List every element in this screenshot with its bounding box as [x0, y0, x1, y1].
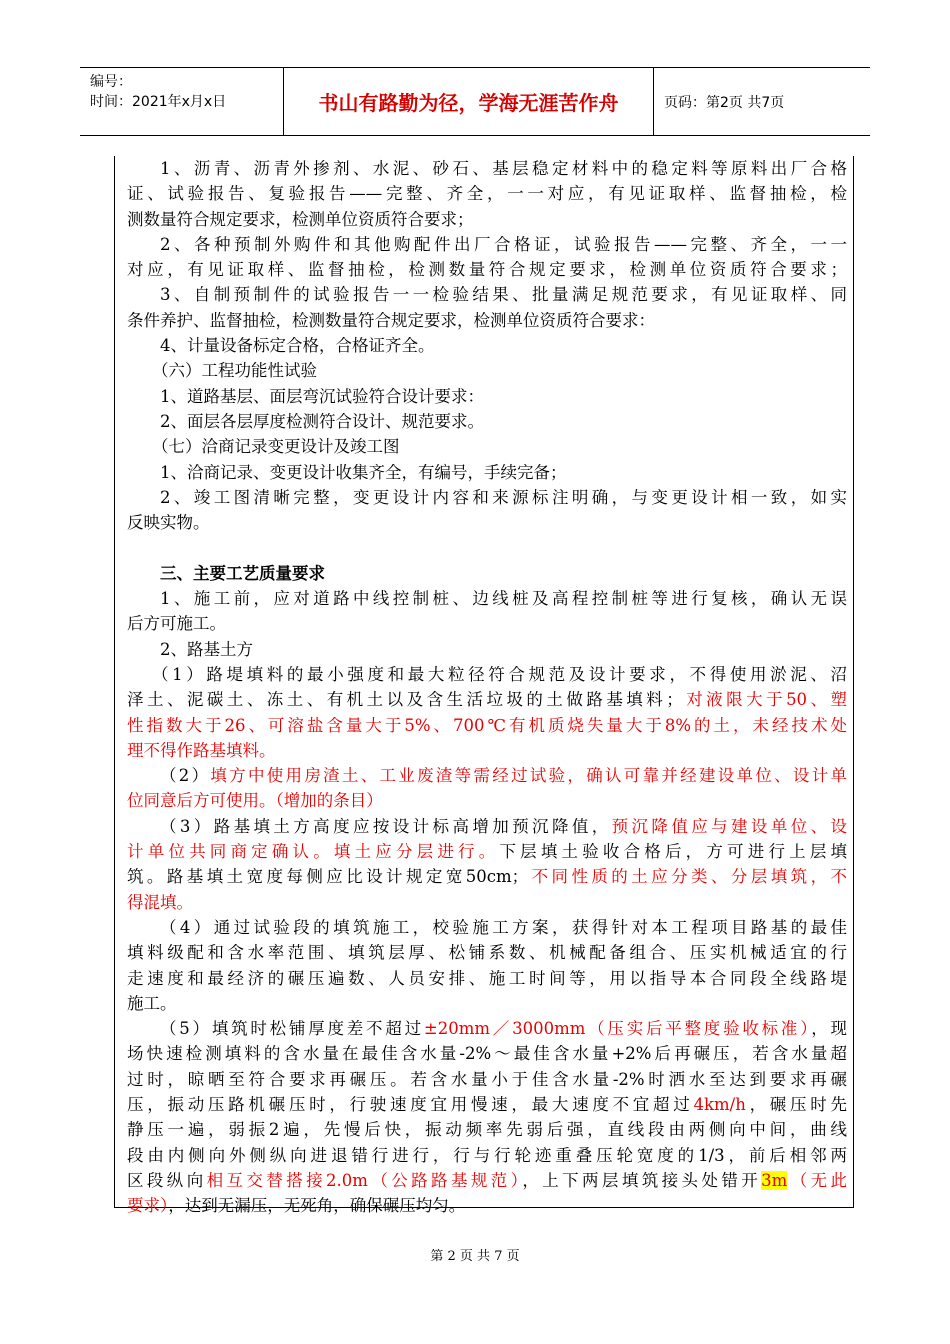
highlighted-text: 相互交替搭接2.0m（公路路基规范） [206, 1170, 523, 1190]
text-line: 1、道路基层、面层弯沉试验符合设计要求： [160, 386, 484, 406]
text-line: （1）路堤填料的最小强度和最大粒径符合规范及设计要求，不得使用淤泥、沼 [152, 664, 847, 684]
text-line: （4）通过试验段的填筑施工，校验施工方案，获得针对本工程项目路基的最佳 [160, 917, 847, 937]
text-line: 过时，晾晒至符合要求再碾压。若含水量小于佳含水量-2%时洒水至达到要求再碾 [127, 1069, 847, 1089]
page-footer: 第 2 页 共 7 页 [430, 1249, 520, 1264]
text-span: 筑。路基填土宽度每侧应比设计规定宽50cm； [127, 867, 529, 887]
text-span: ，碾压时先 [745, 1094, 847, 1114]
text-line [127, 864, 847, 889]
highlighted-text: ±20mm／3000mm（压实后平整度验收标准） [423, 1019, 812, 1039]
text-line: 条件养护、监督抽检，检测数量符合规定要求，检测单位资质符合要求： [127, 310, 655, 330]
highlighted-text: （无此 [787, 1170, 847, 1190]
blank-line [127, 535, 847, 560]
text-line: 位同意后方可使用。（增加的条目） [127, 791, 383, 811]
text-line: 1、沥青、沥青外掺剂、水泥、砂石、基层稳定材料中的稳定料等原料出厂合格 [160, 159, 847, 178]
text-line: 场快速检测填料的含水量在最佳含水量-2%～最佳含水量+2%后再碾压，若含水量超 [127, 1044, 847, 1064]
text-line [127, 687, 847, 712]
highlighted-text: 对液限大于50、塑 [682, 690, 847, 710]
highlighted-text: 要求） [127, 1196, 169, 1216]
text-span: （5）填筑时松铺厚度差不超过 [160, 1019, 424, 1039]
highlighted-text: 不同性质的土应分类、分层填筑，不 [528, 867, 847, 887]
text-span: 压，振动压路机碾压时，行驶速度宜用慢速，最大速度不宜超过 [127, 1094, 694, 1114]
text-line: 施工。 [127, 993, 177, 1013]
text-line: （六）工程功能性试验 [152, 361, 317, 381]
text-line: 3、自制预制件的试验报告一一检验结果、批量满足规范要求，有见证取样、同 [160, 285, 847, 305]
text-span: ，达到无漏压，无死角，确保碾压均匀。 [168, 1196, 466, 1216]
text-line: 2、面层各层厚度检测符合设计、规范要求。 [160, 411, 484, 431]
text-line: 后方可施工。 [127, 614, 226, 634]
highlighted-text: 预沉降值应与建设单位、设 [611, 816, 847, 836]
text-line [127, 1193, 847, 1218]
highlighted-text: 计单位共同商定确认。填土应分层进行。 [127, 842, 500, 862]
text-span: （3）路基填土方高度应按设计标高增加预沉降值， [160, 816, 612, 836]
highlighted-text: 4km/h [693, 1094, 746, 1114]
text-line: 得混填。 [127, 892, 193, 912]
text-line: 2、路基土方 [160, 639, 253, 659]
text-line: 4、计量设备标定合格，合格证齐全。 [160, 336, 435, 356]
section-heading: 三、主要工艺质量要求 [160, 563, 325, 583]
text-line [127, 1016, 847, 1041]
text-line: 走速度和最经济的碾压遍数、人员安排、施工时间等，用以指导本合同段全线路堤 [127, 968, 847, 988]
text-span: 泽土、泥碳土、冻土、有机土以及含生活垃圾的土做路基填料； [127, 690, 683, 710]
text-line: 对应，有见证取样、监督抽检，检测数量符合规定要求，检测单位资质符合要求； [127, 260, 847, 280]
header-motto: 书山有路勤为径，学海无涯苦作舟 [284, 68, 654, 135]
text-span: （2） [160, 766, 211, 786]
text-line: 反映实物。 [127, 513, 210, 533]
text-line: 静压一遍，弱振2遍，先慢后快，振动频率先弱后强，直线段由两侧向中间，曲线 [127, 1120, 847, 1140]
text-line: 2、各种预制外购件和其他购配件出厂合格证，试验报告——完整、齐全，一一 [160, 234, 847, 254]
text-line: 1、洽商记录、变更设计收集齐全，有编号，手续完备； [160, 462, 567, 482]
highlighted-text: 填方中使用房渣土、工业废渣等需经过试验，确认可靠并经建设单位、设计单 [210, 766, 847, 786]
text-line [127, 1168, 847, 1193]
text-span: ，上下两层填筑接头处错开 [522, 1170, 762, 1190]
text-span: ，现 [811, 1019, 847, 1039]
page-header [80, 67, 870, 136]
text-line: 理不得作路基填料。 [127, 740, 276, 760]
text-line [127, 814, 847, 839]
text-line [127, 839, 847, 864]
text-line [127, 1092, 847, 1117]
header-page-label: 页码：第2页 共7页 [664, 94, 785, 111]
text-span: 下层填土验收合格后，方可进行上层填 [499, 842, 847, 862]
text-line: 段由内侧向外侧纵向进退错行进行，行与行轮迹重叠压轮宽度的1/3，前后相邻两 [127, 1145, 847, 1165]
text-line: 测数量符合规定要求，检测单位资质符合要求； [127, 209, 474, 229]
text-line: 1、施工前，应对道路中线控制桩、边线桩及高程控制桩等进行复核，确认无误 [160, 589, 847, 609]
text-line: 填料级配和含水率范围、填筑层厚、松铺系数、机械配备组合、压实机械适宜的行 [127, 943, 847, 963]
yellow-highlight: 3m [761, 1170, 788, 1190]
document-body [114, 156, 854, 1216]
text-line: 证、试验报告、复验报告——完整、齐全，一一对应，有见证取样、监督抽检，检 [127, 184, 847, 204]
text-line: （七）洽商记录变更设计及竣工图 [152, 437, 400, 457]
number-label: 编号： [90, 74, 132, 90]
text-line: 性指数大于26、可溶盐含量大于5%、700℃有机质烧失量大于8%的土，未经技术处 [127, 715, 847, 735]
header-meta [80, 68, 284, 135]
time-label: 时间：2021年x月x日 [90, 94, 227, 110]
text-line: 2、竣工图清晰完整，变更设计内容和来源标注明确，与变更设计相一致，如实 [160, 487, 847, 507]
text-line [127, 763, 847, 788]
text-span: 区段纵向 [127, 1170, 207, 1190]
